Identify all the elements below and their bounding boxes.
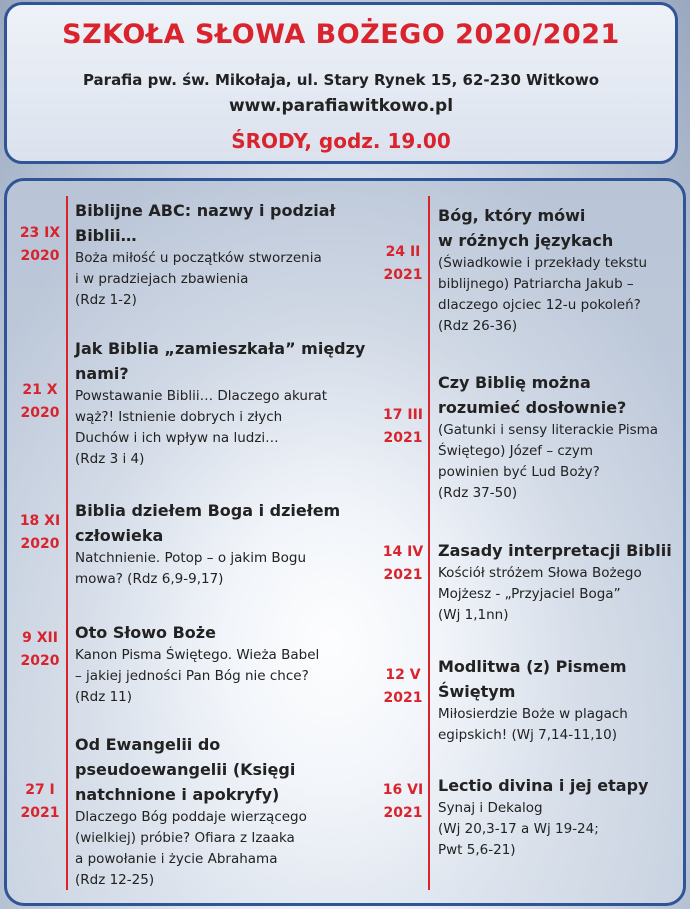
session-date: 14 IV 2021 — [382, 544, 424, 583]
left-column-divider — [66, 196, 68, 890]
session-entry: Biblijne ABC: nazwy i podział Biblii… Boża miłość u początków stworzenia i w pradziejach zbawienia (Rdz 1-2) — [75, 198, 420, 311]
session-date: 16 VI 2021 — [382, 782, 424, 821]
session-entry: Modlitwa (z) Pismem Świętym Miłosierdzie Boże w plagach egipskich! (Wj 7,14-11,10) — [438, 654, 678, 746]
session-title: Biblijne ABC: nazwy i podział Biblii… — [75, 201, 336, 245]
session-date: 17 III 2021 — [383, 407, 423, 446]
session-entry: Od Ewangelii do pseudoewangelii (Księgi natchnione i apokryfy) Dlaczego Bóg poddaje wierzącego (wielkiej) próbie? Ofiara z Izaaka a powołanie i życie Abrahama (Rdz 12-25) — [75, 732, 420, 891]
session-entry: Biblia dziełem Boga i dziełem człowieka Natchnienie. Potop – o jakim Bogu mowa? (Rdz 6,9-9,17) — [75, 498, 420, 590]
session-title: Jak Biblia „zamieszkała” między nami? — [75, 339, 366, 383]
session-entry: Oto Słowo Boże Kanon Pisma Świętego. Wieża Babel – jakiej jedności Pan Bóg nie chce? (Rdz 11) — [75, 620, 420, 708]
session-title: Bóg, który mówi w różnych językach — [438, 206, 614, 250]
right-column-divider — [428, 196, 430, 890]
meeting-time: ŚRODY, godz. 19.00 — [231, 129, 451, 153]
website-link[interactable]: www.parafiawitkowo.pl — [228, 96, 454, 116]
session-title: Od Ewangelii do pseudoewangelii (Księgi natchnione i apokryfy) — [75, 735, 296, 804]
page-title: SZKOŁA SŁOWA BOŻEGO 2020/2021 — [62, 19, 620, 50]
session-date: 24 II 2021 — [383, 244, 423, 283]
session-title: Lectio divina i jej etapy — [438, 776, 649, 795]
session-entry: Jak Biblia „zamieszkała” między nami? Powstawanie Biblii… Dlaczego akurat wąż?! Istnienie dobrych i złych Duchów i ich wpływ na ludzi… (Rdz 3 i 4) — [75, 336, 420, 470]
parish-address: Parafia pw. św. Mikołaja, ul. Stary Rynek 15, 62-230 Witkowo — [82, 71, 600, 89]
session-date: 21 X 2020 — [20, 382, 60, 421]
session-entry: Bóg, który mówi w różnych językach (Świadkowie i przekłady tekstu biblijnego) Patriarcha Jakub – dlaczego ojciec 12-u pokoleń? (Rdz 26-36) — [438, 203, 678, 337]
session-date: 12 V 2021 — [383, 667, 423, 706]
session-title: Biblia dziełem Boga i dziełem człowieka — [75, 501, 341, 545]
session-date: 27 I 2021 — [20, 782, 60, 821]
session-entry: Zasady interpretacji Biblii Kościół stróżem Słowa Bożego Mojżesz - „Przyjaciel Boga” (Wj 1,1nn) — [438, 538, 678, 626]
session-title: Czy Biblię można rozumieć dosłownie? — [438, 373, 627, 417]
session-title: Oto Słowo Boże — [75, 623, 216, 642]
session-entry: Lectio divina i jej etapy Synaj i Dekalog (Wj 20,3-17 a Wj 19-24; Pwt 5,6-21) — [438, 773, 678, 861]
session-date: 23 IX 2020 — [19, 225, 61, 264]
session-date: 18 XI 2020 — [19, 513, 61, 552]
session-title: Zasady interpretacji Biblii — [438, 541, 672, 560]
session-title: Modlitwa (z) Pismem Świętym — [438, 657, 627, 701]
session-entry: Czy Biblię można rozumieć dosłownie? (Gatunki i sensy literackie Pisma Świętego) Józef – czym powinien być Lud Boży? (Rdz 37-50) — [438, 370, 678, 504]
session-date: 9 XII 2020 — [20, 630, 60, 669]
header-box — [4, 2, 678, 164]
